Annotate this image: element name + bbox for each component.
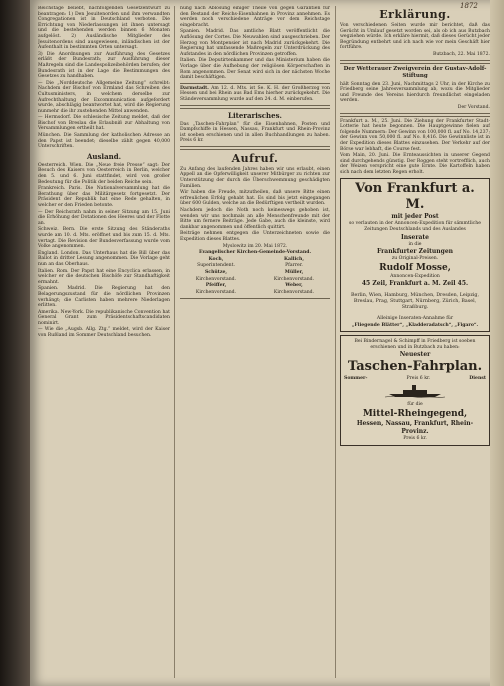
mosse-advertisement bbox=[340, 178, 490, 332]
paragraph: England. London. Das Unterhaus hat die Bill über das Ballot in dritter Lesung angenommen. Die Vorlage geht nun an das Oberhaus. bbox=[38, 250, 170, 267]
column-3 bbox=[340, 6, 490, 449]
paragraph: — Hermsdorf. Die schlesische Zeitung meldet, daß der Bischof von Breslau die Erlaubniß zur Abhaltung von Versammlungen ertheilt hat. bbox=[38, 115, 170, 132]
paragraph: 3) Die Anordnungen zur Ausführung des Gesetzes erläßt der Bundesrath; zur Ausführung dieser Maßregeln sind die Landespolizeibehörden berufen; der Bundesrath ist in der Lage die Bestimmungen des Gesetzes zu handhaben. bbox=[38, 51, 170, 80]
season-row bbox=[344, 376, 486, 382]
pub-price: Preis 6 kr. bbox=[403, 435, 427, 441]
steamship-icon bbox=[385, 384, 445, 398]
section-heading-ausland: Ausland. bbox=[86, 151, 122, 161]
pub-for: für die bbox=[407, 402, 423, 407]
divider bbox=[180, 146, 330, 150]
ad-in: in die bbox=[408, 241, 422, 247]
paragraph: Spanien. Madrid. Die Regierung hat den Belagerungszustand für die nördlichen Provinzen verhängt; die Carlisten haben mehrere Niederlagen erlitten. bbox=[38, 286, 170, 309]
signatory: Weber, bbox=[285, 283, 303, 289]
paragraph: Schweiz. Bern. Die erste Sitzung des Ständeraths wurde am 10. d. Mts. eröffnet und bis zum 15. d. Mts. vertagt. Die Revision der Bundesverfassung wurde vom Volke angenommen. bbox=[38, 227, 170, 250]
divider bbox=[180, 83, 330, 84]
column-divider bbox=[174, 6, 175, 678]
paragraph: Spanien. Madrid. Das amtliche Blatt veröffentlicht die Auflösung der Cortes. Die Neuwahlen sind ausgeschrieben. Der Herzog von Montpensier ist nach Madrid zurückgekehrt. Die Regierung hat umfassende Maßregeln zur Unterdrückung des Aufstandes in den nördlichen Provinzen getroffen. bbox=[180, 29, 330, 57]
paragraph: Beiträge nehmen entgegen die Unterzeichneten sowie die Expedition dieses Blattes. bbox=[180, 231, 330, 242]
darmstadt-text: Am 12. d. Mts. ist Se. K. H. der Großherzog von Hessen und bei Rhein aus Bad Ems hierher zurückgekehrt. Die Ständeversammlung wurde auf den 24. d. M. einberufen. bbox=[180, 85, 330, 102]
paragraph: nung nach Ablösung einiger Theile von gegen Garantien für den Bestand der Reichs-Eisenbahnen in Provinz annehmen. Es werden noch verschiedene Anträge vor dem Reichstage eingebracht. bbox=[180, 6, 330, 28]
divider bbox=[180, 298, 330, 299]
signatory: Kirchenvorstand. bbox=[195, 276, 237, 282]
erklaerung-sign: Butzbach, 22. Mai 1872. bbox=[432, 51, 490, 57]
ad-journals: „Fliegende Blätter“, „Kladderadatsch“, „Figaro“. bbox=[351, 322, 479, 328]
signatory: Kallich, bbox=[284, 256, 304, 262]
aufruf-paragraphs bbox=[180, 167, 330, 243]
ad-address-2: 45 Zeil, Frankfurt a. M. Zeil 45. bbox=[361, 280, 469, 288]
pub-neuester: Neuester bbox=[399, 351, 431, 359]
erklaerung-heading: Erklärung. bbox=[379, 8, 451, 21]
ad-agent: Alleinige Inseraten-Annahme für bbox=[376, 316, 454, 322]
column-1-foreign-news bbox=[38, 163, 170, 339]
ad-inserate: Inserate bbox=[400, 233, 429, 241]
verein-text: hält Sonntag den 23. Juni, Nachmittags 2 Uhr, in der Kirche zu Friedberg seine Jahresversammlung ab, wozu die Mitglieder und Freunde des Vereins hierdurch freundlichst eingeladen werden. bbox=[340, 81, 490, 104]
signatory: Schütze, bbox=[204, 269, 228, 275]
paragraph: — Der Reichsrath nahm in seiner Sitzung am 15. Juni die Erhöhung der Dotationen des Heeres und der Flotte an. bbox=[38, 209, 170, 226]
column-2 bbox=[180, 6, 330, 301]
column-2-paragraphs bbox=[180, 6, 330, 81]
paragraph: Italien. Die Deputirtenkammer und das Ministerium haben die Vorlage über die Aufhebung der religiösen Körperschaften in Rom angenommen. Der Senat wird sich in der nächsten Woche damit beschäftigen. bbox=[180, 58, 330, 81]
aufruf-committee: Evangelischer Kirchen-Gemeinde-Vorstand. bbox=[198, 250, 312, 256]
aufruf-heading: Aufruf. bbox=[231, 151, 279, 165]
season-label: Sommer- bbox=[344, 376, 368, 382]
signatories-right bbox=[258, 257, 330, 297]
erklaerung-text: Von verschiedenen Seiten wurde mir berichtet, daß das Gerücht in Umlauf gesetzt worden sei, als ob ich aus Butzbach wegziehen würde. Ich erkläre hiermit, daß dieses Gerücht jeder Begründung entbehrt und ich nach wie vor mein Geschäft hier fortführe. bbox=[340, 23, 490, 51]
pub-route: Mittel-Rheingegend, bbox=[362, 408, 468, 419]
fahrplan-advertisement bbox=[340, 335, 490, 446]
paragraph: Reichstage beliebt, nachfolgenden Gesetzentwurf zu beantragen: 1) Den Jesuitenorden und ihm verwandten Congregationen ist in Deutschland verboten. Die Errichtung von Niederlassungen ist ihnen untersagt und die bestehenden werden binnen 6 Monaten aufgelöst. 2) Ausländische Mitglieder des Jesuitenordens sind ausgewiesen, inländischen ist der Aufenthalt in bestimmten Orten untersagt. bbox=[38, 6, 170, 51]
column-1 bbox=[38, 6, 170, 340]
divider bbox=[340, 113, 490, 117]
newspaper-page bbox=[30, 0, 504, 686]
paragraph: — Wie die „Augsb. Allg. Ztg.“ meldet, wird der Kaiser von Rußland im Sommer Deutschland besuchen. bbox=[38, 327, 170, 339]
darmstadt-news bbox=[180, 86, 330, 103]
paragraph: Nachdem jedoch die Noth noch keineswegs gehoben ist, wenden wir uns nochmals an alle Menschenfreunde mit der Bitte um fernere Beiträge. Jede Gabe, auch die kleinste, wird dankbar angenommen und öffentlich quittirt. bbox=[180, 208, 330, 230]
signatory: Pfeiffer, bbox=[205, 283, 227, 289]
pub-title: Taschen-Fahrplan. bbox=[347, 359, 483, 375]
signatory: Müller, bbox=[284, 269, 304, 275]
paragraph: Wir haben die Freude, mitzutheilen, daß unsere Bitte einen erfreulichen Erfolg gehabt hat. Es sind bis jetzt eingegangen über 600 Gulden, welche an die Bedürftigen vertheilt wurden. bbox=[180, 190, 330, 207]
signatory: Kirchenvorstand. bbox=[195, 289, 237, 295]
verein-sign: Der Vorstand. bbox=[457, 104, 490, 110]
ad-title: Von Frankfurt a. M. bbox=[355, 181, 475, 213]
darmstadt-title: Darmstadt. bbox=[180, 85, 209, 91]
signatory: Pfarrer. bbox=[285, 263, 303, 269]
page-edge bbox=[490, 0, 504, 686]
signatory: Superintendent. bbox=[197, 263, 235, 269]
literary-text: Das „Taschen-Fahrplan“ für die Eisenbahnen, Posten und Dampfschiffe in Hessen, Nassau, Frankfurt und Rhein-Provinz ist soeben erschienen und in allen Buchhandlungen zu haben. Preis 6 kr. bbox=[180, 121, 330, 144]
pub-route-2: Hessen, Nassau, Frankfurt, Rhein-Provinz. bbox=[356, 419, 474, 435]
paragraph: München. Die Sammlung der katholischen Adresse an den Papst ist beendet; dieselbe zählt gegen 40,000 Unterschriften. bbox=[38, 133, 170, 150]
signatory: Kirchenvorstand. bbox=[273, 276, 315, 282]
paragraph: Zu Anfang des laufenden Jahres haben wir uns erlaubt, einen Appell an die Opferwilligkeit unserer Mitbürger zu richten zur Unterstützung der durch die Überschwemmung geschädigten Familien. bbox=[180, 166, 330, 189]
divider bbox=[340, 60, 490, 64]
signatory: Koch, bbox=[208, 256, 224, 262]
paragraph: Italien. Rom. Der Papst hat eine Encyclica erlassen, in welcher er die deutschen Bischöfe zur Standhaftigkeit ermahnt. bbox=[38, 268, 170, 285]
ad-cities: Berlin, Wien, Hamburg, München, Dresden, Leipzig, Breslau, Prag, Stuttgart, Nürnberg, Zürich, Basel, Straßburg. bbox=[350, 293, 479, 311]
aufruf-place: Myslowitz im 20. Mai 1872. bbox=[222, 243, 288, 249]
pub-text: Bei Bindernagel & Schimpff in Friedberg ist soeben erschienen und in Butzbach zu haben: bbox=[354, 339, 476, 350]
season-label-2: Dienst bbox=[469, 376, 486, 382]
column-divider bbox=[335, 6, 336, 678]
divider bbox=[180, 105, 330, 109]
ad-paper2: zu Original-Preisen. bbox=[391, 256, 439, 262]
signatories-left bbox=[180, 257, 252, 297]
ad-small-text: so verlauten in der Annoncen-Expedition für sämmtliche Zeitungen Deutschlands und des Auslandes bbox=[349, 221, 481, 233]
paragraph: — Die „Norddeutsche Allgemeine Zeitung“ schreibt: Nachdem der Bischof von Ermland das Schreiben des Cultusministers, in welchem derselbe zur Aufrechthaltung der Excommunication aufgefordert wurde, abschlägig beantwortet hat, wird die Regierung nunmehr die ihr zustehenden Mittel anwenden. bbox=[38, 80, 170, 114]
frankfurt-news: Frankfurt a. M., 25. Juni. Die Ziehung der Frankfurter Stadt-Lotterie hat heute begonnen. Die Hauptgewinne fielen auf folgende Nummern: Der Gewinn von 100,000 fl. auf No. 14,237; der Gewinn von 50,000 fl. auf No. 8,416. Die Gewinnliste ist in der Expedition dieses Blattes einzusehen. Der Verkehr auf der Börse war lebhaft, die Course fest. bbox=[340, 118, 490, 152]
literary-heading: Literarisches. bbox=[228, 110, 282, 120]
paragraph: Amerika. New-York. Die republikanische Convention hat General Grant zum Präsidentschaftscandidaten nominirt. bbox=[38, 309, 170, 326]
paragraph: Frankreich. Paris. Die Nationalversammlung hat die Berathung über das Militärgesetz fortgesetzt. Der Präsident der Republik hat eine Rede gehalten, in welcher er den Frieden betonte. bbox=[38, 186, 170, 208]
ad-subtitle: mit jeder Post bbox=[391, 213, 439, 221]
ad-company-name: Rudolf Mosse, bbox=[379, 262, 451, 273]
book-binding bbox=[0, 0, 30, 686]
ad-address-1: Annoncen-Expedition bbox=[390, 273, 440, 279]
price-label: Preis 6 kr. bbox=[406, 376, 431, 382]
verein-heading: Der Wetterauer Zweigverein der Gustav-Adolf-Stiftung bbox=[343, 65, 487, 79]
handwritten-note: 1872 bbox=[460, 2, 478, 10]
signatory: Kirchenvorstand. bbox=[273, 289, 315, 295]
main-news: Vom Main, 20. Juni. Die Ernteaussichten in unserer Gegend sind durchgehends günstig. Der Roggen steht vortrefflich, auch der Weizen verspricht eine gute Ernte. Die Kartoffeln haben sich nach dem letzten Regen erholt. bbox=[340, 153, 490, 175]
column-1-paragraphs bbox=[38, 6, 170, 150]
ad-paper: Frankfurter Zeitungen bbox=[376, 248, 453, 256]
paragraph: Oesterreich. Wien. Die „Neue freie Presse“ sagt: Der Besuch des Kaisers von Oesterreich in Berlin, welcher den 5. und 6. Juni stattfindet, wird von großer Bedeutung für die Politik der beiden Reiche sein. bbox=[38, 162, 170, 185]
signatories bbox=[180, 257, 330, 297]
ship-icon bbox=[344, 384, 486, 400]
